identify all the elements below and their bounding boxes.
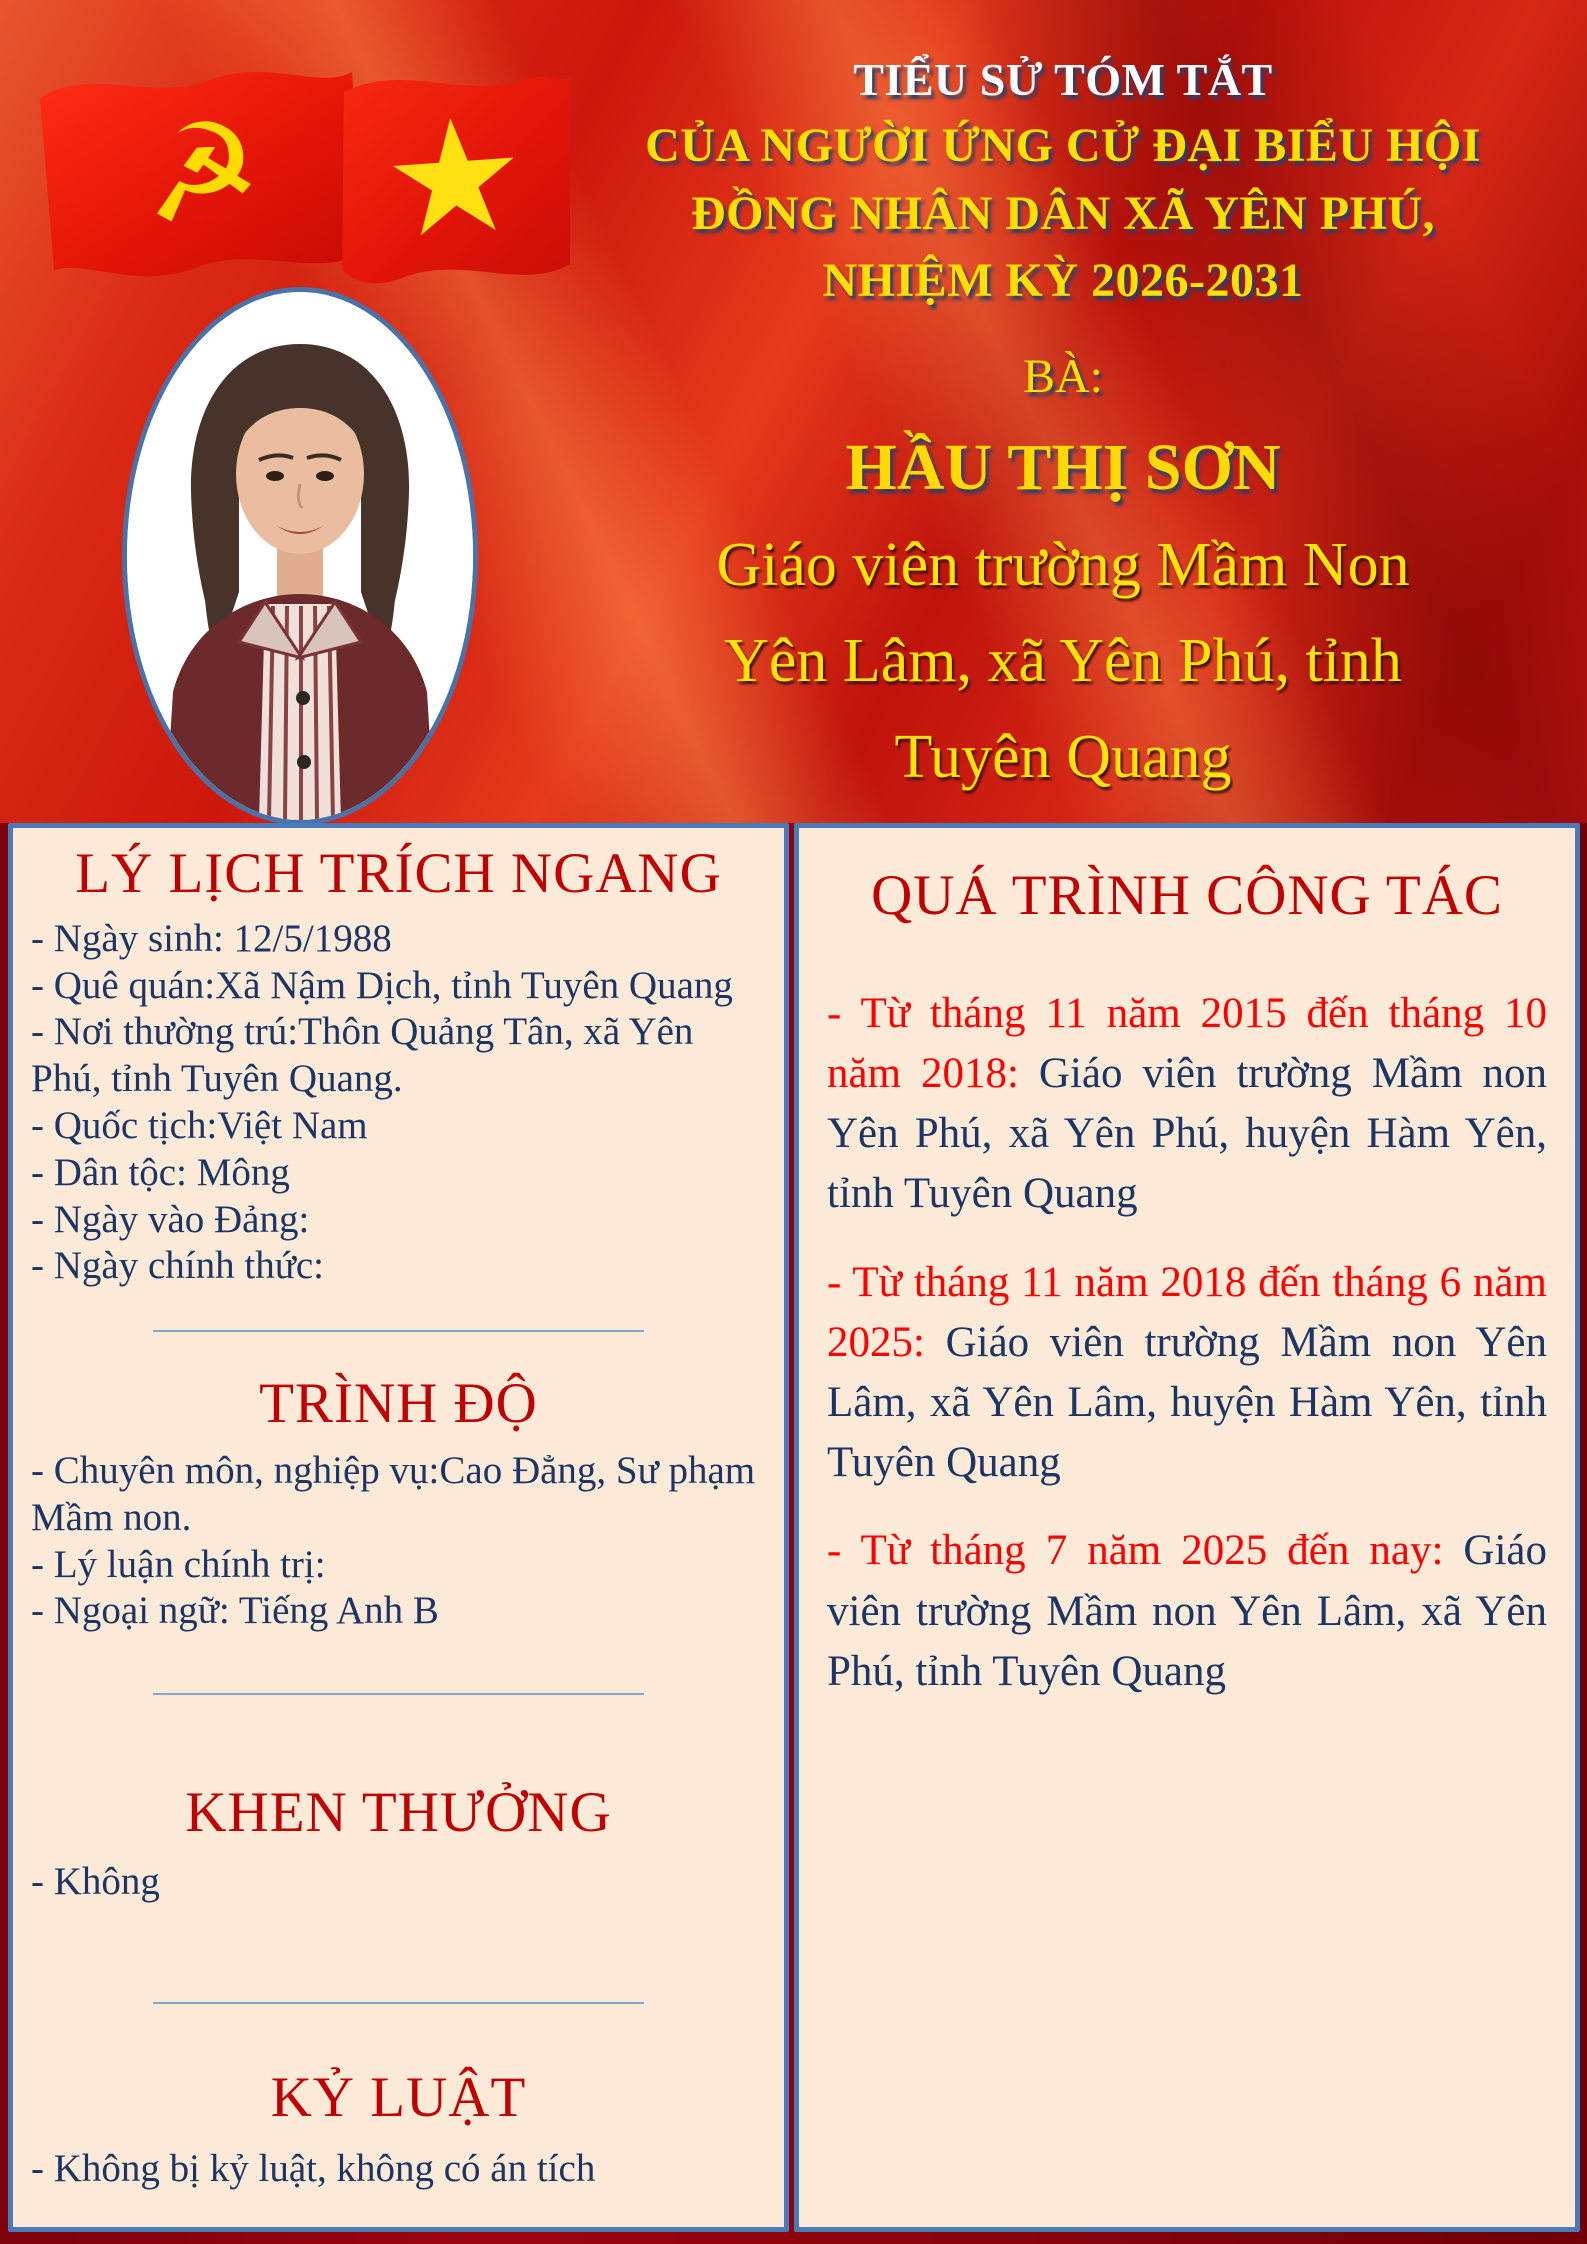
khen-thuong-list [27, 1859, 770, 1906]
list-item: - Nơi thường trú:Thôn Quảng Tân, xã Yên Phú, tỉnh Tuyên Quang. [31, 1010, 694, 1101]
national-flag [342, 77, 570, 284]
doc-title-line-3: ĐỒNG NHÂN DÂN XÃ YÊN PHÚ, [690, 186, 1436, 240]
career-role: Giáo viên trường Mầm non Yên Phú, xã Yên Phú, huyện Hàm Yên, tỉnh Tuyên Quang [827, 1050, 1547, 1218]
career-entry [827, 1521, 1547, 1702]
list-item: - Ngày vào Đảng: [31, 1197, 310, 1241]
trinh-do-list [27, 1448, 770, 1635]
candidate-portrait-photo [122, 287, 478, 825]
ly-lich-list [27, 916, 770, 1290]
section-title-trinh-do: TRÌNH ĐỘ [259, 1372, 538, 1436]
career-role: Giáo viên trường Mầm non Yên Lâm, xã Yên Lâm, huyện Hàm Yên, tỉnh Tuyên Quang [827, 1318, 1547, 1487]
career-period: - Từ tháng 11 năm 2018 đến tháng 6 năm 2025: [827, 1258, 1547, 1366]
list-item: - Ngày chính thức: [31, 1244, 324, 1288]
honorific-label: BÀ: [1022, 350, 1103, 404]
hammer-sickle-icon: ☭ [134, 90, 269, 256]
doc-title-line-1: TIỂU SỬ TÓM TẮT [853, 54, 1273, 105]
section-divider [153, 1693, 643, 1695]
flags-graphic [18, 40, 578, 300]
career-period: - Từ tháng 11 năm 2015 đến tháng 10 năm 2018: [827, 989, 1547, 1098]
candidate-role-line-1: Giáo viên trường Mầm Non [716, 531, 1410, 600]
section-title-qua-trinh-cong-tac: QUÁ TRÌNH CÔNG TÁC [871, 864, 1503, 927]
personal-info-panel [8, 823, 789, 2232]
candidate-role-line-3: Tuyên Quang [894, 723, 1232, 792]
candidate-name: HẦU THỊ SƠN [845, 430, 1281, 504]
header-title-block [548, 56, 1578, 790]
list-item: - Lý luận chính trị: [31, 1542, 326, 1586]
doc-title-line-4: NHIỆM KỲ 2026-2031 [822, 254, 1304, 308]
list-item: - Không bị kỷ luật, không có án tích [31, 2146, 596, 2190]
section-divider [153, 2002, 643, 2004]
doc-title-line-2: CỦA NGƯỜI ỨNG CỬ ĐẠI BIỂU HỘI [645, 119, 1481, 173]
star-icon: ★ [377, 81, 532, 275]
party-flag [40, 72, 365, 276]
list-item: - Ngoại ngữ: Tiếng Anh B [31, 1589, 439, 1633]
list-item: - Ngày sinh: 12/5/1988 [31, 916, 392, 960]
list-item: - Không [31, 1860, 160, 1904]
section-title-khen-thuong: KHEN THƯỞNG [185, 1781, 612, 1845]
career-role: Giáo viên trường Mầm non Yên Lâm, xã Yên Phú, tỉnh Tuyên Quang [827, 1527, 1548, 1695]
section-title-ky-luat: KỶ LUẬT [270, 2065, 527, 2129]
career-period: - Từ tháng 7 năm 2025 đến nay: [827, 1527, 1444, 1575]
candidate-role-line-2: Yên Lâm, xã Yên Phú, tỉnh [724, 627, 1402, 696]
career-history-panel [794, 823, 1580, 2232]
section-title-ly-lich: LÝ LỊCH TRÍCH NGANG [75, 842, 722, 905]
section-divider [153, 1330, 643, 1332]
career-entry [827, 1253, 1547, 1494]
list-item: - Chuyên môn, nghiệp vụ:Cao Đẳng, Sư phạm Mầm non. [31, 1449, 756, 1539]
list-item: - Quê quán:Xã Nậm Dịch, tỉnh Tuyên Quang [31, 963, 733, 1007]
list-item: - Dân tộc: Mông [31, 1150, 290, 1194]
career-entry [827, 984, 1547, 1225]
portrait-illustration [127, 292, 473, 820]
list-item: - Quốc tịch:Việt Nam [31, 1104, 368, 1148]
ky-luat-list [27, 2146, 770, 2193]
